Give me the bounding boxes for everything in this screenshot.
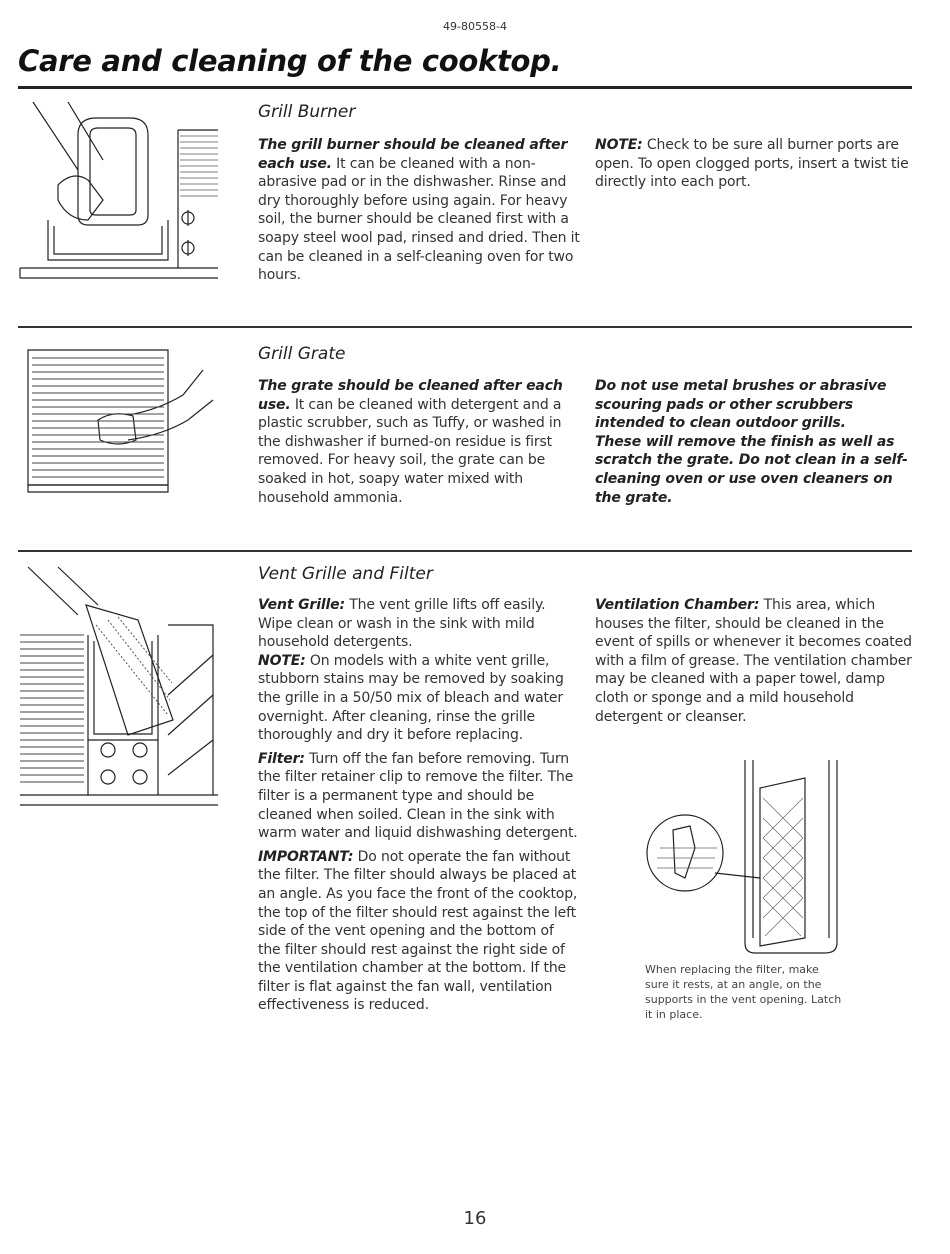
filter-lead: Filter:: [258, 750, 305, 767]
vent-note-lead: NOTE:: [258, 652, 306, 669]
document-number: 49-80558-4: [443, 20, 507, 33]
grill-burner-note-body: Check to be sure all burner ports are open. To open clogged ports, insert a twist tie directly into each port.: [595, 137, 909, 191]
grill-grate-warning-1: Do not use metal brushes or abrasive scouring pads or other scrubbers intended to clean outdoor grills.: [595, 378, 887, 432]
grill-burner-illustration: [18, 100, 218, 290]
section-divider-2: [18, 550, 912, 552]
grill-burner-right-text: [595, 136, 913, 197]
filter-chamber-illustration: [645, 758, 845, 958]
grill-grate-left-text: [258, 377, 580, 512]
important-body: Do not operate the fan without the filter. The filter should always be placed at an angle. As you face the front of the cooktop, the top of the filter should rest against the left side of the vent opening and the bottom of the filter should rest against the right side of the ventilation chamber at the bottom. If the filter is flat against the fan wall, ventilation effectiveness is reduced.: [258, 848, 578, 1014]
grill-grate-right-text: [595, 377, 915, 512]
filter-body: Turn off the fan before removing. Turn the filter retainer clip to remove the filter. The filter is a permanent type and should be cleaned when soiled. Clean in the sink with warm water and liquid dishwashing detergent.: [258, 750, 578, 842]
title-divider: [18, 86, 912, 89]
vent-grille-lead: Vent Grille:: [258, 597, 345, 613]
page-title: Care and cleaning of the cooktop.: [18, 44, 562, 78]
ventilation-chamber-text: [595, 596, 915, 731]
vent-note-body: On models with a white vent grille, stubborn stains may be removed by soaking the grille in a 50/50 mix of bleach and water overnight. After cleaning, rinse the grille thoroughly and dry it before replacing.: [258, 652, 564, 744]
grill-grate-body: It can be cleaned with detergent and a plastic scrubber, such as Tuffy, or washed in the dishwasher if burned-on residue is first removed. For heavy soil, the grate can be soaked in hot, soapy water mixed with household ammonia.: [258, 396, 562, 506]
grill-grate-warning-2: These will remove the finish as well as scratch the grate. Do not clean in a self-cleaning oven or use oven cleaners on the grate.: [595, 433, 908, 506]
section-divider-1: [18, 326, 912, 328]
important-lead: IMPORTANT:: [258, 848, 354, 865]
grill-burner-note-lead: NOTE:: [595, 137, 643, 153]
grill-grate-heading: Grill Grate: [258, 344, 346, 364]
grill-burner-body: It can be cleaned with a non-abrasive pad or in the dishwasher. Rinse and dry thoroughly before using again. For heavy soil, the burner should be cleaned first with a soapy steel wool pad, rinsed and dried. Then it can be cleaned in a self-cleaning oven for two hours.: [258, 155, 580, 284]
grill-burner-left-text: [258, 136, 580, 290]
grill-grate-illustration: [18, 340, 218, 500]
page-number: 16: [463, 1208, 487, 1229]
grill-burner-heading: Grill Burner: [258, 102, 356, 122]
vent-grille-left-text: [258, 596, 580, 1020]
grill-grate-lead: The grate should be cleaned after each use.: [258, 378, 563, 413]
chamber-body: This area, which houses the filter, should be cleaned in the event of spills or whenever it becomes coated with a film of grease. The ventilation chamber may be cleaned with a paper towel, damp cloth or sponge and a mild household detergent or cleanser.: [595, 597, 912, 725]
vent-grille-illustration: [18, 565, 218, 815]
filter-caption: When replacing the filter, make sure it rests, at an angle, on the supports in the vent opening. Latch it in place.: [645, 963, 842, 1021]
vent-grille-body: The vent grille lifts off easily. Wipe clean or wash in the sink with mild household detergents.: [258, 597, 546, 651]
grill-burner-lead: The grill burner should be cleaned after each use.: [258, 137, 568, 172]
chamber-lead: Ventilation Chamber:: [595, 597, 760, 613]
vent-grille-heading: Vent Grille and Filter: [258, 564, 433, 584]
